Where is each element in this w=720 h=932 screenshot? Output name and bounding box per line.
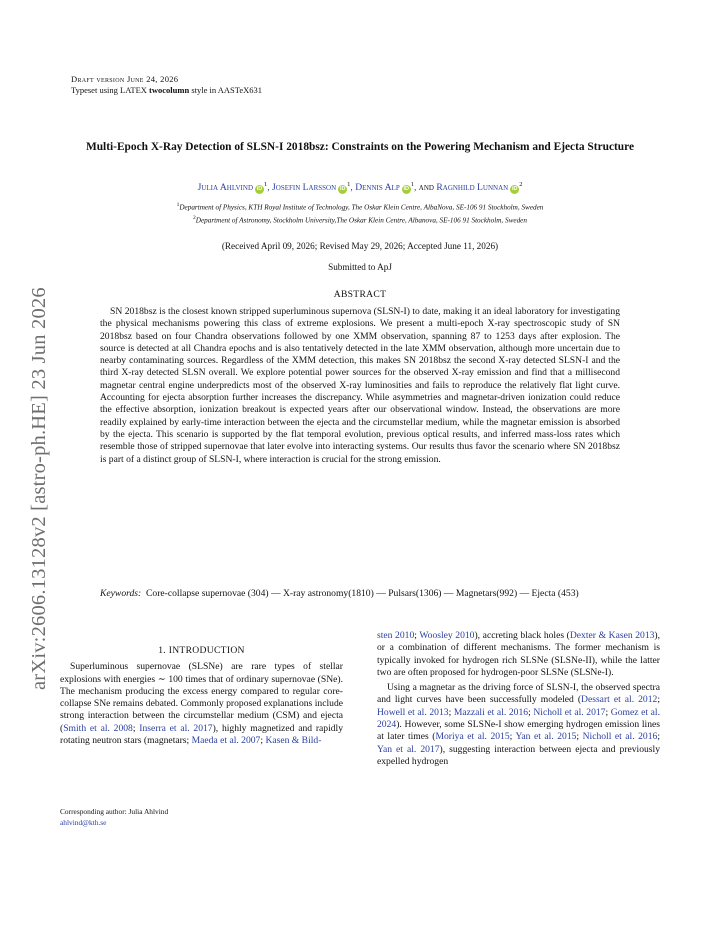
citation-link[interactable]: Dessart et al. 2012 [581, 694, 658, 706]
keywords-list: Core-collapse supernovae (304) — X-ray astronomy(1810) — Pulsars(1306) — Magnetars(992) — Ejecta (453) [146, 588, 579, 599]
citation-link[interactable]: Maeda et al. 2007 [191, 735, 261, 747]
intro-paragraph-2: Using a magnetar as the driving force of SLSN-I, the observed spectra and light curves have been successfully modeled (Dessart et al. 2012; Howell et al. 2013; Mazzali et al. 2016; Nicholl et al. 2017; Gomez et al. 2024). However, some SLSNe-I show emerging hydrogen emission lines at later times (Moriya et al. 2015; Yan et al. 2015; Nicholl et al. 2016; Yan et al. 2017), suggesting interaction between ejecta and previously expelled hydrogen [377, 682, 660, 767]
corresponding-author-footnote [60, 806, 168, 828]
intro-paragraph-1-continued: sten 2010; Woosley 2010), accreting black holes (Dexter & Kasen 2013), or a combination of different mechanisms. The former mechanism is typically invoked for hydrogen rich SLSNe (SLSNe-II), while the latter two are often proposed for hydrogen-poor SLSNe (SLSNe-I). [377, 630, 661, 678]
author-1[interactable]: Julia Ahlvind [197, 182, 253, 193]
citation-link[interactable]: Nicholl et al. 2016 [582, 731, 658, 743]
citation-link[interactable]: Dexter & Kasen 2013 [569, 630, 655, 641]
abstract-text: SN 2018bsz is the closest known stripped superluminous supernova (SLSN-I) to date, making it an ideal laboratory for investigating the physical mechanisms powering this class of extreme explosions. We present a multi-epoch X-ray spectroscopic study of SN 2018bsz based on four Chandra observations followed by one XMM observation, spanning 87 to 1253 days after explosion. The source is detected at all Chandra epochs and is also tentatively detected in the late XMM observation, although more uncertain due to nearby contaminating sources. Regardless of the XMM detection, this makes SN 2018bsz the second X-ray detected SLSN-I and the third X-ray detected SLSN overall. We explore potential power sources for the observed X-ray emission and find that a millisecond magnetar central engine underpredicts most of the observed X-ray luminosities and fails to reproduce the relatively flat light curve. Accounting for ejecta absorption further increases the discrepancy. While asymmetries and magnetar-driven ionization could reduce the effective absorption, ionization breakout is expected years after our observational window. Instead, the observations are more readily explained by early-time interaction between the ejecta and the circumstellar medium, while the magnetar emission is absorbed by the ejecta. This scenario is supported by the flat temporal evolution, previous optical results, and inferred mass-loss rates which resemble those of stripped supernovae that later evolve into interacting systems. Our results thus favor the scenario where SN 2018bsz is part of a distinct group of SLSN-I, where interaction is crucial for the strong emission. [100, 306, 620, 465]
orcid-icon[interactable]: iD [403, 186, 409, 192]
section-heading-introduction: 1. INTRODUCTION [158, 645, 245, 656]
author-4[interactable]: Ragnhild Lunnan [436, 182, 509, 193]
citation-link[interactable]: Yan et al. 2017 [377, 743, 440, 755]
keywords [100, 588, 674, 601]
left-column [60, 645, 343, 747]
submitted-to: Submitted to ApJ [328, 262, 392, 272]
paper-title: Multi-Epoch X-Ray Detection of SLSN-I 2018bsz: Constraints on the Powering Mechanism and Ejecta Structure [85, 141, 635, 153]
received-dates: (Received April 09, 2026; Revised May 29, 2026; Accepted June 11, 2026) [221, 241, 499, 251]
abstract-heading: ABSTRACT [333, 289, 387, 300]
citation-link[interactable]: Nicholl et al. 2017 [533, 706, 606, 718]
orcid-icon[interactable]: iD [339, 186, 346, 192]
intro-paragraph-1: Superluminous supernovae (SLSNe) are rare types of stellar explosions with energies ∼ 100 times that of ordinary supernovae (SNe). The mechanism producing the excess energy compared to regular core-collapse SNe remains debated. Commonly proposed explanations include strong interaction between the circumstellar medium (CSM) and ejecta (Smith et al. 2008; Inserra et al. 2017), highly magnetized and rapidly rotating neutron stars (magnetars; Maeda et al. 2007; Kasen & Bild- [60, 661, 343, 747]
citation-link[interactable]: Smith et al. 2008 [63, 722, 133, 734]
keywords-label: Keywords: [100, 588, 142, 599]
citation-link[interactable]: Woosley 2010 [419, 630, 475, 641]
author-list: Julia Ahlvind $iD^1$, Josefin Larsson $iD^1$, Dennis Alp $iD^1$, and Ragnhild Lunnan $iD^2$ [197, 181, 523, 193]
citation-link[interactable]: sten 2010 [377, 630, 415, 641]
citation-link[interactable]: Inserra et al. 2017 [139, 722, 213, 734]
citation-link[interactable]: Moriya et al. 2015 [435, 731, 510, 743]
affiliation-2: $^2$Department of Astronomy, Stockholm University,The Oskar Klein Centre, Albanova, SE-106 91 Stockholm, Sweden [193, 215, 527, 225]
email-link[interactable]: ahlvind@kth.se [60, 818, 107, 827]
orcid-icon[interactable]: iD [511, 186, 518, 192]
author-2[interactable]: Josefin Larsson [272, 182, 337, 193]
arxiv-identifier: arXiv:2606.13128v2 [astro-ph.HE] 23 Jun 2026 [28, 287, 50, 690]
orcid-icon[interactable]: iD [256, 186, 263, 192]
citation-link[interactable]: Mazzali et al. 2016 [453, 706, 529, 718]
citation-link[interactable]: Kasen & Bild- [265, 735, 322, 747]
author-3[interactable]: Dennis Alp [355, 182, 400, 193]
citation-link[interactable]: Gomez et al. 2024 [377, 706, 660, 731]
draft-header [71, 74, 262, 96]
affiliation-1: $^1$Department of Physics, KTH Royal Institute of Technology, The Oskar Klein Centre, AlbaNova, SE-106 91 Stockholm, Sweden [176, 202, 544, 212]
draft-version-line: Draft version June 24, 2026 [71, 74, 179, 84]
author-and: and [418, 182, 434, 193]
typeset-line: Typeset using LATEX twocolumn style in AASTeX631 [71, 85, 263, 95]
citation-link[interactable]: Yan et al. 2015 [515, 731, 577, 743]
right-column [377, 630, 660, 768]
corresponding-author: Corresponding author: Julia Ahlvind [60, 807, 169, 816]
citation-link[interactable]: Howell et al. 2013 [377, 706, 449, 718]
